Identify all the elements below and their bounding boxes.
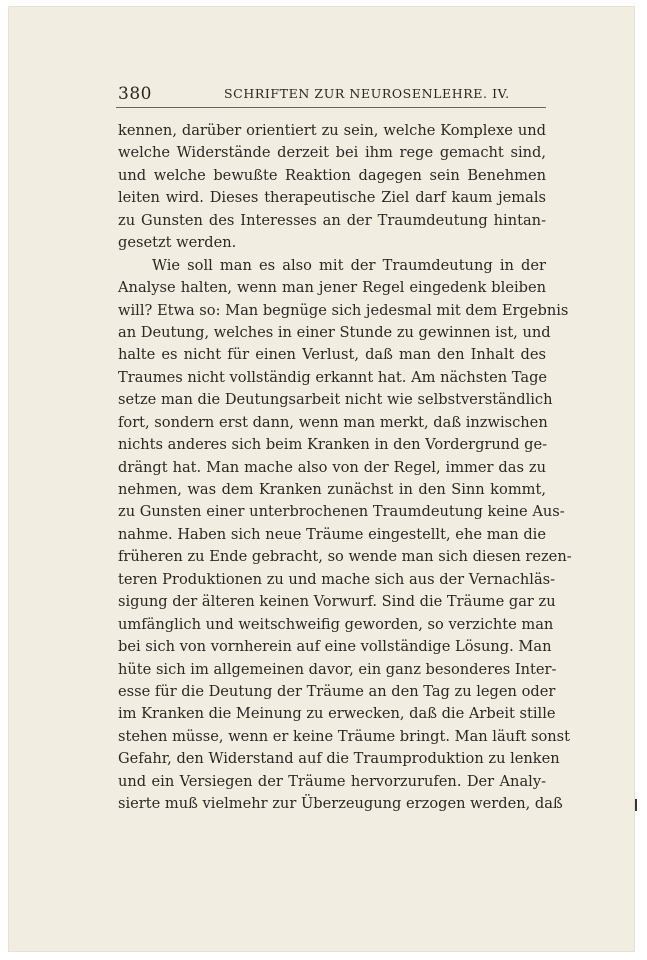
text-line: fort, sondern erst dann, wenn man merkt, daß inzwischen	[118, 413, 548, 431]
page-number: 380	[118, 84, 152, 104]
text-line: umfänglich und weitschweifig geworden, so verzichte man	[118, 615, 554, 633]
text-line: gesetzt werden.	[118, 234, 237, 252]
text-line: kennen, darüber orientiert zu sein, welche Komplexe und	[118, 122, 546, 139]
text-line: nahme. Haben sich neue Träume eingestellt, ehe man die	[118, 525, 546, 543]
text-line: will? Etwa so: Man begnüge sich jedesmal mit dem Ergebnis	[118, 301, 569, 319]
text-line: Gefahr, den Widerstand auf die Traumproduktion zu lenken	[118, 750, 560, 768]
page-header	[118, 84, 546, 108]
running-title: SCHRIFTEN ZUR NEUROSENLEHRE. IV.	[224, 86, 510, 101]
text-line: und ein Versiegen der Träume hervorzurufen. Der Analy-	[118, 772, 546, 790]
text-line: Traumes nicht vollständig erkannt hat. Am nächsten Tage	[118, 368, 548, 386]
text-line: hüte sich im allgemeinen davor, ein ganz besonderes Inter-	[118, 660, 557, 678]
text-line: halte es nicht für einen Verlust, daß man den Inhalt des	[118, 346, 546, 364]
text-line: an Deutung, welches in einer Stunde zu gewinnen ist, und	[118, 323, 551, 341]
text-line: sigung der älteren keinen Vorwurf. Sind die Träume gar zu	[118, 593, 556, 611]
text-line: bei sich von vornherein auf eine vollständige Lösung. Man	[118, 638, 552, 656]
body-text	[118, 120, 572, 816]
text-line: stehen müsse, wenn er keine Träume bringt. Man läuft sonst	[118, 727, 571, 745]
text-line: zu Gunsten des Interesses an der Traumdeutung hintan-	[118, 211, 546, 229]
text-line: im Kranken die Meinung zu erwecken, daß die Arbeit stille	[118, 705, 556, 723]
text-line: setze man die Deutungsarbeit nicht wie selbstverständlich	[118, 391, 553, 409]
text-line: esse für die Deutung der Träume an den Tag zu legen oder	[118, 682, 556, 700]
text-line: nehmen, was dem Kranken zunächst in den Sinn kommt,	[118, 481, 546, 498]
text-line: nichts anderes sich beim Kranken in den Vordergrund ge-	[118, 436, 548, 454]
text-line: und welche bewußte Reaktion dagegen sein Benehmen	[118, 166, 546, 184]
text-line: drängt hat. Man mache also von der Regel, immer das zu	[118, 458, 546, 476]
text-line: früheren zu Ende gebracht, so wende man sich diesen rezen-	[118, 548, 572, 566]
text-line: zu Gunsten einer unterbrochenen Traumdeutung keine Aus-	[118, 503, 565, 521]
text-line: welche Widerstände derzeit bei ihm rege gemacht sind,	[118, 144, 546, 162]
text-line: leiten wird. Dieses therapeutische Ziel darf kaum jemals	[118, 189, 546, 207]
text-line: teren Produktionen zu und mache sich aus der Vernachläs-	[118, 570, 556, 588]
text-line: Analyse halten, wenn man jener Regel eingedenk bleiben	[118, 279, 546, 297]
book-page	[8, 6, 635, 952]
text-line: Wie soll man es also mit der Traumdeutung in der	[152, 256, 546, 274]
header-rule	[116, 107, 546, 108]
text-line: sierte muß vielmehr zur Überzeugung erzogen werden, daß	[118, 795, 563, 813]
page-edge-mark	[635, 799, 637, 811]
